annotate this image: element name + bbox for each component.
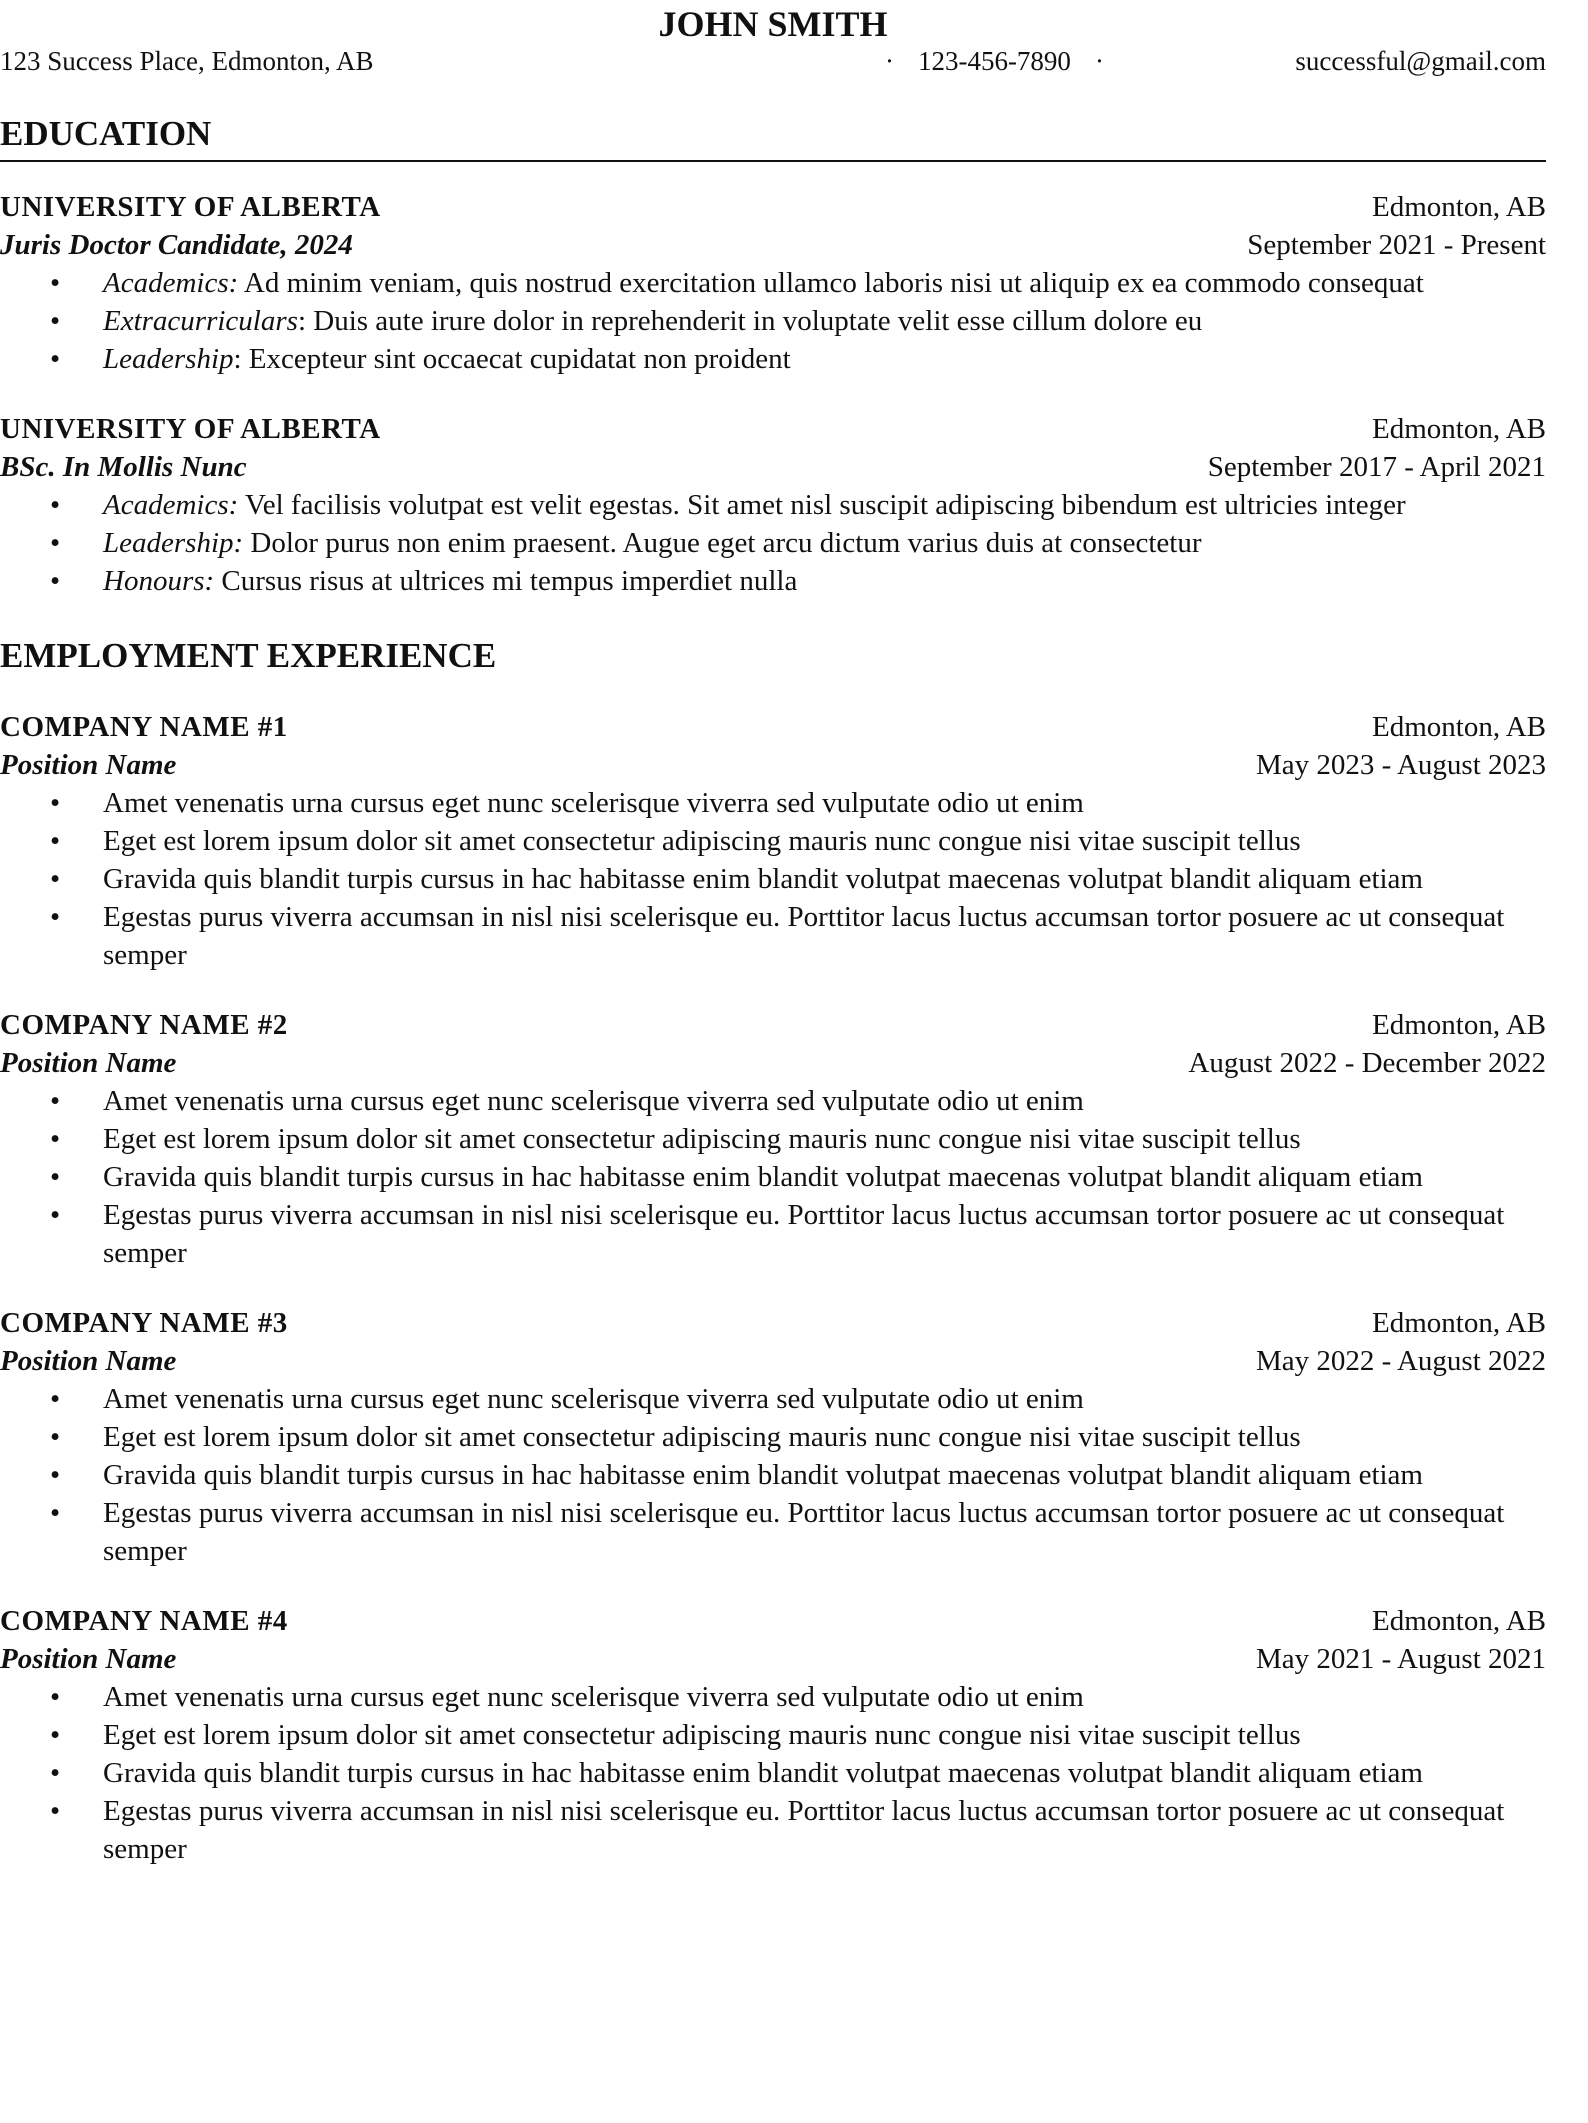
bullet-lead: Academics: [103,267,239,299]
bullet-item: • Gravida quis blandit turpis cursus in hac habitasse enim blandit volutpat maecenas volutpat blandit aliquam etiam [0,1456,1546,1494]
degree-name: BSc. In Mollis Nunc [0,451,247,483]
bullet-list [0,784,1546,974]
bullet-item: • Egestas purus viverra accumsan in nisl nisi scelerisque eu. Porttitor lacus luctus accumsan tortor posuere ac ut consequat semper [0,1196,1546,1272]
phone-number: 123-456-7890 [917,46,1071,76]
bullet-item: • Gravida quis blandit turpis cursus in hac habitasse enim blandit volutpat maecenas volutpat blandit aliquam etiam [0,1754,1546,1792]
company-location: Edmonton, AB [1371,1009,1546,1041]
company-location: Edmonton, AB [1371,1605,1546,1637]
institution-location: Edmonton, AB [1371,413,1546,445]
entry-dates: September 2017 - April 2021 [1207,451,1546,483]
bullet-item: • Amet venenatis urna cursus eget nunc scelerisque viverra sed vulputate odio ut enim [0,1082,1546,1120]
entry-header-row [0,188,1546,226]
bullet-item: • Eget est lorem ipsum dolor sit amet consectetur adipiscing mauris nunc congue nisi vitae suscipit tellus [0,1120,1546,1158]
bullet-list [0,486,1546,600]
section-title-employment: EMPLOYMENT EXPERIENCE [0,636,497,675]
company-name: COMPANY NAME #1 [0,711,288,743]
bullet-text: : Excepteur sint occaecat cupidatat non proident [233,343,791,375]
bullet-item: • Egestas purus viverra accumsan in nisl nisi scelerisque eu. Porttitor lacus luctus accumsan tortor posuere ac ut consequat semper [0,1792,1546,1868]
bullet-text: : Duis aute irure dolor in reprehenderit in voluptate velit esse cillum dolore eu [297,305,1203,337]
company-name: COMPANY NAME #2 [0,1009,288,1041]
company-name: COMPANY NAME #4 [0,1605,288,1637]
entry-subheader-row [0,746,1546,784]
position-name: Position Name [0,749,177,781]
bullet-item: • Eget est lorem ipsum dolor sit amet consectetur adipiscing mauris nunc congue nisi vitae suscipit tellus [0,822,1546,860]
entry-dates: May 2023 - August 2023 [1256,749,1546,781]
entry-dates: August 2022 - December 2022 [1188,1047,1546,1079]
bullet-item [0,562,1546,600]
employment-entry [0,1602,1546,1868]
entry-subheader-row [0,1044,1546,1082]
bullet-item: • Amet venenatis urna cursus eget nunc scelerisque viverra sed vulputate odio ut enim [0,1678,1546,1716]
bullet-text: Vel facilisis volutpat est velit egestas. Sit amet nisl suscipit adipiscing bibendum est ultricies integer [238,489,1406,521]
section-title-education: EDUCATION [0,112,1546,162]
bullet-item: • Gravida quis blandit turpis cursus in hac habitasse enim blandit volutpat maecenas volutpat blandit aliquam etiam [0,1158,1546,1196]
employment-entry [0,1304,1546,1570]
institution-location: Edmonton, AB [1371,191,1546,223]
bullet-item [0,340,1546,378]
bullet-list [0,1678,1546,1868]
entry-header-row [0,1602,1546,1640]
address: 123 Success Place, Edmonton, AB [0,46,374,76]
position-name: Position Name [0,1047,177,1079]
bullet-lead: Leadership [103,343,234,375]
company-name: COMPANY NAME #3 [0,1307,288,1339]
email-address: successful@gmail.com [1295,46,1546,76]
bullet-item [0,524,1546,562]
entry-header-row [0,1006,1546,1044]
entry-header-row [0,1304,1546,1342]
employment-entry [0,1006,1546,1272]
entry-header-row [0,410,1546,448]
bullet-item [0,486,1546,524]
institution-name: UNIVERSITY OF ALBERTA [0,191,381,223]
bullet-lead: Extracurriculars [103,305,298,337]
bullet-list [0,1380,1546,1570]
degree-name: Juris Doctor Candidate, 2024 [0,229,353,261]
bullet-item: • Amet venenatis urna cursus eget nunc scelerisque viverra sed vulputate odio ut enim [0,784,1546,822]
bullet-item: • Eget est lorem ipsum dolor sit amet consectetur adipiscing mauris nunc congue nisi vitae suscipit tellus [0,1716,1546,1754]
bullet-item [0,264,1546,302]
employment-entry [0,708,1546,974]
bullet-list [0,1082,1546,1272]
bullet-lead: Academics: [103,489,239,521]
position-name: Position Name [0,1345,177,1377]
bullet-item: • Amet venenatis urna cursus eget nunc scelerisque viverra sed vulputate odio ut enim [0,1380,1546,1418]
bullet-item: • Gravida quis blandit turpis cursus in hac habitasse enim blandit volutpat maecenas volutpat blandit aliquam etiam [0,860,1546,898]
contact-line [0,44,1546,84]
company-location: Edmonton, AB [1371,711,1546,743]
bullet-item: • Egestas purus viverra accumsan in nisl nisi scelerisque eu. Porttitor lacus luctus accumsan tortor posuere ac ut consequat semper [0,898,1546,974]
entry-subheader-row [0,1640,1546,1678]
bullet-item: • Eget est lorem ipsum dolor sit amet consectetur adipiscing mauris nunc congue nisi vitae suscipit tellus [0,1418,1546,1456]
entry-subheader-row [0,448,1546,486]
entry-dates: May 2021 - August 2021 [1256,1643,1546,1675]
candidate-name: JOHN SMITH [658,4,888,44]
institution-name: UNIVERSITY OF ALBERTA [0,413,381,445]
bullet-lead: Honours: [103,565,215,597]
bullet-list [0,264,1546,378]
phone-group [559,44,1110,78]
bullet-item [0,302,1546,340]
entry-dates: May 2022 - August 2022 [1256,1345,1546,1377]
entry-subheader-row [0,226,1546,264]
entry-dates: September 2021 - Present [1247,229,1546,261]
company-location: Edmonton, AB [1371,1307,1546,1339]
bullet-lead: Leadership: [103,527,244,559]
bullet-text: Ad minim veniam, quis nostrud exercitation ullamco laboris nisi ut aliquip ex ea commodo consequat [238,267,1424,299]
education-entry [0,188,1546,378]
position-name: Position Name [0,1643,177,1675]
education-entry [0,410,1546,600]
entry-header-row [0,708,1546,746]
bullet-text: Dolor purus non enim praesent. Augue eget arcu dictum varius duis at consectetur [243,527,1202,559]
bullet-text: Cursus risus at ultrices mi tempus imperdiet nulla [214,565,798,597]
separator-dot: · [884,46,894,76]
separator-dot: · [1094,46,1104,76]
bullet-item: • Egestas purus viverra accumsan in nisl nisi scelerisque eu. Porttitor lacus luctus accumsan tortor posuere ac ut consequat semper [0,1494,1546,1570]
entry-subheader-row [0,1342,1546,1380]
